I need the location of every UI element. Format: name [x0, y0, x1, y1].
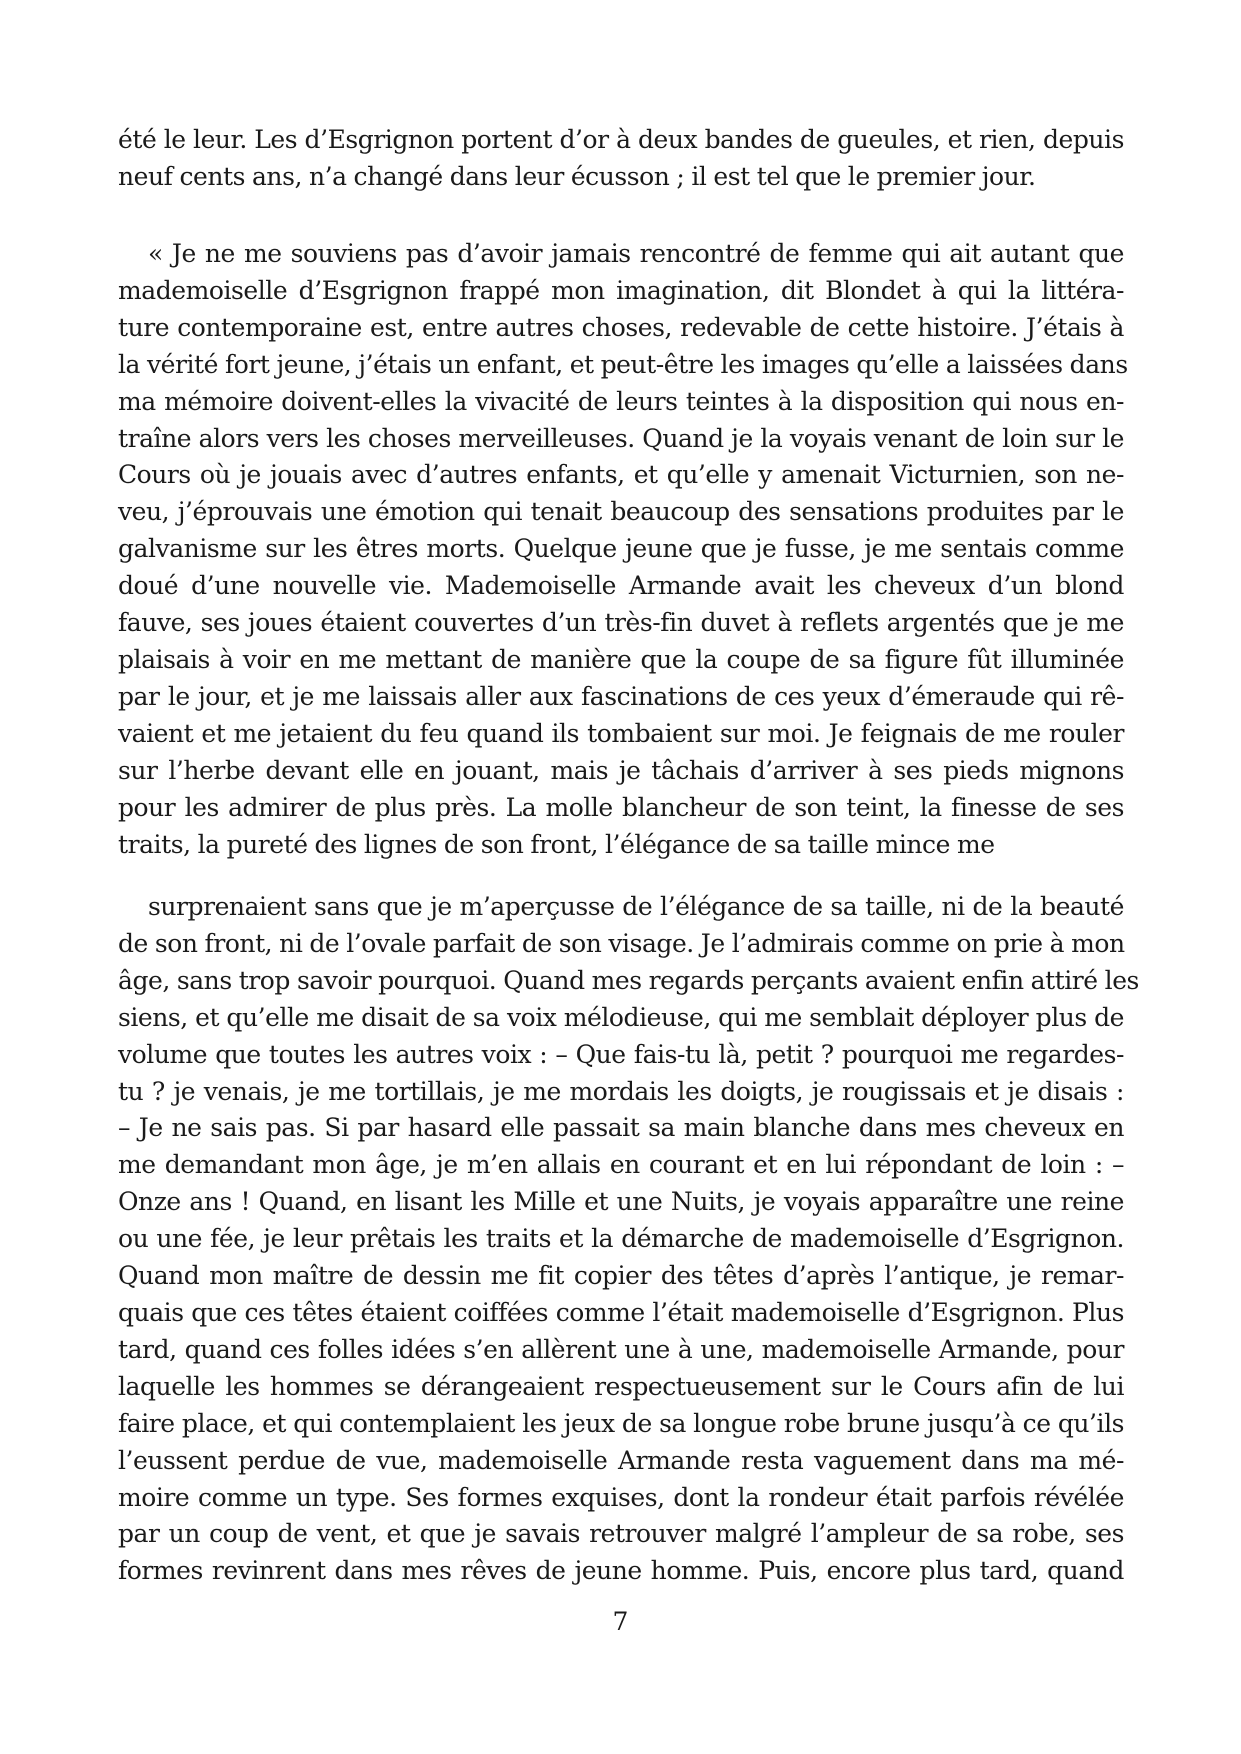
text-line: Quand mon maître de dessin me fit copier des têtes d’après l’antique, je remar- [118, 1261, 1124, 1291]
text-line: Onze ans ! Quand, en lisant les Mille et une Nuits, je voyais apparaître une reine [118, 1187, 1124, 1217]
text-line: traîne alors vers les choses merveilleuses. Quand je la voyais venant de loin sur le [118, 423, 1124, 453]
text-line: par un coup de vent, et que je savais retrouver malgré l’ampleur de sa robe, ses [118, 1519, 1124, 1549]
text-line: tard, quand ces folles idées s’en allèrent une à une, mademoiselle Armande, pour [118, 1334, 1124, 1364]
paragraph-1 [118, 122, 1124, 196]
text-line: de son front, ni de l’ovale parfait de son visage. Je l’admirais comme on prie à mon [118, 928, 1125, 958]
text-line: sur l’herbe devant elle en jouant, mais je tâchais d’arriver à ses pieds mignons [118, 755, 1124, 785]
paragraph-3 [118, 889, 1139, 1590]
text-line: pour les admirer de plus près. La molle blancheur de son teint, la finesse de ses [118, 792, 1124, 822]
text-line: par le jour, et je me laissais aller aux fascinations de ces yeux d’émeraude qui rê- [118, 681, 1124, 711]
text-line: plaisais à voir en me mettant de manière que la coupe de sa figure fût illuminée [118, 644, 1124, 674]
text-line: faire place, et qui contemplaient les jeux de sa longue robe brune jusqu’à ce qu’ils [118, 1408, 1124, 1438]
text-line: veu, j’éprouvais une émotion qui tenait beaucoup des sensations produites par le [118, 497, 1124, 527]
text-line: âge, sans trop savoir pourquoi. Quand mes regards perçants avaient enfin attiré les [118, 965, 1139, 995]
text-line: ture contemporaine est, entre autres choses, redevable de cette histoire. J’étais à [118, 312, 1124, 342]
text-line: Cours où je jouais avec d’autres enfants, et qu’elle y amenait Victurnien, son ne- [118, 460, 1124, 490]
text-line: la vérité fort jeune, j’étais un enfant, et peut-être les images qu’elle a laissées dans [118, 349, 1128, 379]
text-line: surprenaient sans que je m’aperçusse de l’élégance de sa taille, ni de la beauté [148, 892, 1124, 921]
text-line: galvanisme sur les êtres morts. Quelque jeune que je fusse, je me sentais comme [118, 534, 1124, 564]
text-line: l’eussent perdue de vue, mademoiselle Armande resta vaguement dans ma mé- [118, 1445, 1124, 1475]
text-line: été le leur. Les d’Esgrignon portent d’or à deux bandes de gueules, et rien, depuis [118, 125, 1124, 154]
text-line: fauve, ses joues étaient couvertes d’un très-fin duvet à reflets argentés que je me [118, 608, 1124, 638]
text-line: formes revinrent dans mes rêves de jeune homme. Puis, encore plus tard, quand [118, 1556, 1124, 1586]
text-line: doué d’une nouvelle vie. Mademoiselle Armande avait les cheveux d’un blond [118, 571, 1124, 601]
text-line: moire comme un type. Ses formes exquises, dont la rondeur était parfois révélée [118, 1482, 1124, 1512]
text-line: me demandant mon âge, je m’en allais en courant et en lui répondant de loin : – [118, 1150, 1124, 1180]
text-line: quais que ces têtes étaient coiffées comme l’était mademoiselle d’Esgrignon. Plus [118, 1297, 1124, 1327]
text-line: neuf cents ans, n’a changé dans leur écusson ; il est tel que le premier jour. [118, 161, 1036, 191]
text-line: tu ? je venais, je me tortillais, je me mordais les doigts, je rougissais et je disais : [118, 1076, 1124, 1106]
text-line: mademoiselle d’Esgrignon frappé mon imagination, dit Blondet à qui la littéra- [118, 275, 1124, 305]
text-line: ma mémoire doivent-elles la vivacité de leurs teintes à la disposition qui nous en- [118, 386, 1124, 416]
page-number: 7 [612, 1607, 629, 1636]
text-line: – Je ne sais pas. Si par hasard elle passait sa main blanche dans mes cheveux en [118, 1113, 1124, 1143]
text-line: vaient et me jetaient du feu quand ils tombaient sur moi. Je feignais de me rouler [118, 718, 1124, 748]
text-line: ou une fée, je leur prêtais les traits et la démarche de mademoiselle d’Esgrignon. [118, 1224, 1124, 1254]
paragraph-2 [118, 236, 1128, 863]
text-line: laquelle les hommes se dérangeaient respectueusement sur le Cours afin de lui [118, 1371, 1124, 1401]
text-line: « Je ne me souviens pas d’avoir jamais rencontré de femme qui ait autant que [148, 239, 1124, 268]
text-line: siens, et qu’elle me disait de sa voix mélodieuse, qui me semblait déployer plus de [118, 1002, 1124, 1032]
text-line: traits, la pureté des lignes de son front, l’élégance de sa taille mince me [118, 829, 995, 859]
text-line: volume que toutes les autres voix : – Que fais-tu là, petit ? pourquoi me regardes- [118, 1039, 1124, 1069]
